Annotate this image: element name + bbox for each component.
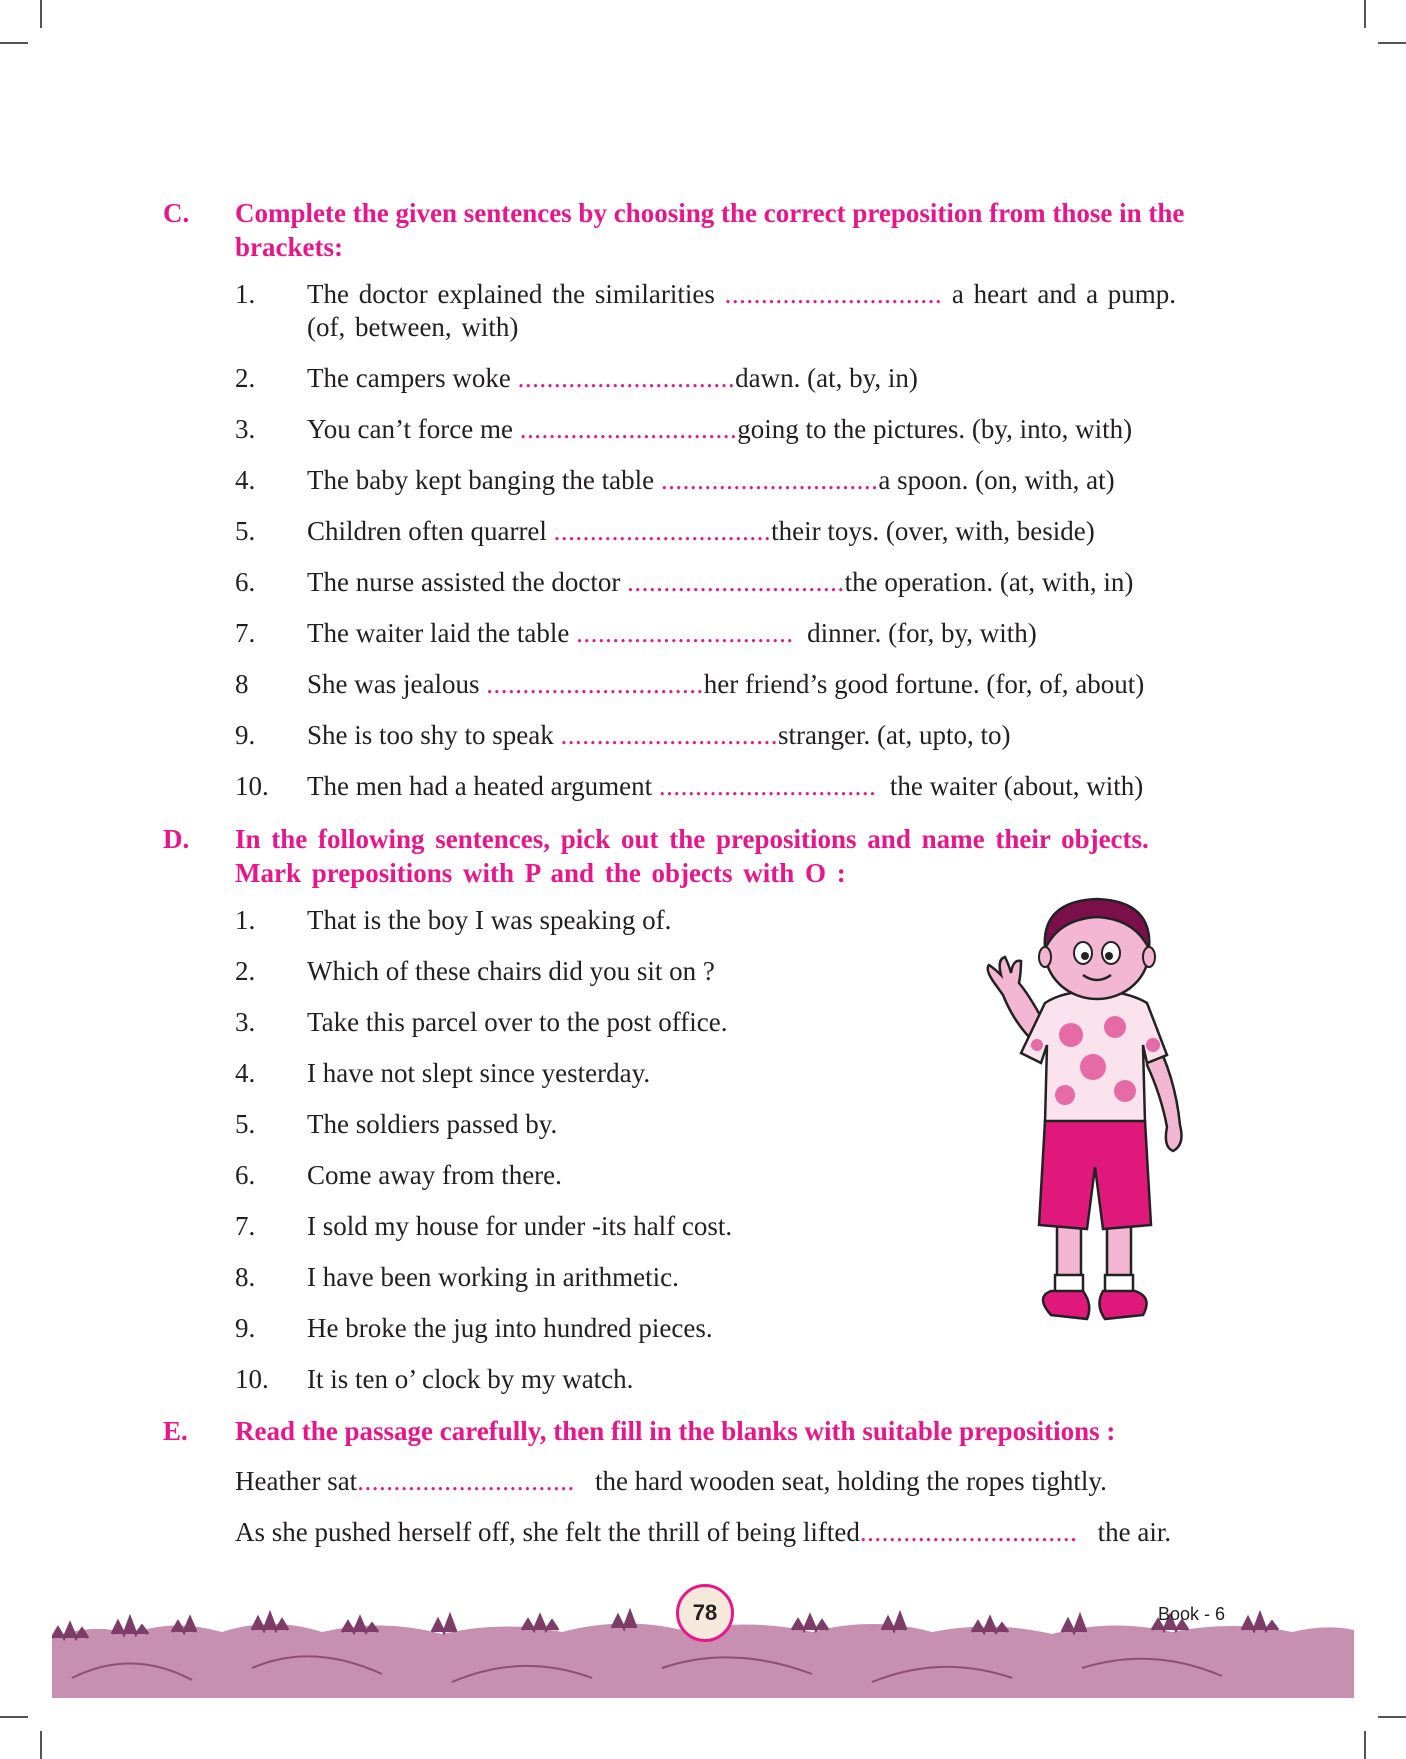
- section-heading-text: Read the passage carefully, then fill in the blanks with suitable prepositions :: [235, 1416, 1116, 1446]
- item-number: 8.: [235, 1262, 256, 1292]
- item-text: [307, 617, 1037, 650]
- item-text: [307, 515, 1095, 548]
- item-text: I have not slept since yesterday.: [307, 1058, 651, 1088]
- item-number: 4.: [235, 465, 256, 495]
- item-text: [307, 566, 1133, 599]
- answer-blank[interactable]: ..............................: [658, 771, 877, 801]
- sentence-end: a spoon. (on, with, at): [878, 465, 1115, 495]
- sentence-start: The nurse assisted the doctor: [307, 567, 621, 597]
- item-text: Take this parcel over to the post office.: [307, 1007, 728, 1037]
- item-text: [307, 719, 1010, 752]
- sentence-start: You can’t force me: [307, 414, 513, 444]
- answer-blank[interactable]: ..............................: [357, 1466, 575, 1496]
- page-number-badge: [676, 1584, 734, 1642]
- item-number: 10.: [235, 1364, 269, 1394]
- item-text: [307, 668, 1144, 701]
- item-text: [307, 362, 918, 395]
- answer-blank[interactable]: ..............................: [627, 567, 845, 597]
- answer-blank[interactable]: ..............................: [660, 465, 879, 495]
- item-text: He broke the jug into hundred pieces.: [307, 1313, 713, 1343]
- sentence-start: The campers woke: [307, 363, 511, 393]
- shorts: [1039, 1121, 1151, 1229]
- left-shoe: [1043, 1291, 1089, 1319]
- options: (of, between, with): [307, 312, 519, 342]
- sentence-start: The baby kept banging the table: [307, 465, 655, 495]
- item-number: 10.: [235, 771, 269, 801]
- heading-line: Mark prepositions with P and the objects with O :: [235, 858, 846, 888]
- section-c-heading: [163, 196, 1248, 268]
- sentence-start: She is too shy to speak: [307, 720, 554, 750]
- item-text: Which of these chairs did you sit on ?: [307, 956, 715, 986]
- sentence-end: her friend’s good fortune. (for, of, about): [703, 669, 1145, 699]
- item-number: 3.: [235, 414, 256, 444]
- section-heading-text: Complete the given sentences by choosing the correct preposition from those in the brackets:: [235, 198, 1185, 262]
- item-number: 6.: [235, 1160, 256, 1190]
- right-pupil: [1105, 952, 1113, 960]
- item-number: 7.: [235, 618, 256, 648]
- list-item: [163, 617, 1248, 668]
- item-number: 9.: [235, 1313, 256, 1343]
- sentence-start: Heather sat: [235, 1466, 358, 1496]
- item-number: 8: [235, 669, 249, 699]
- item-number: 6.: [235, 567, 256, 597]
- crop-mark: [1378, 1716, 1406, 1718]
- sentence-start: She was jealous: [307, 669, 480, 699]
- right-ear: [1143, 947, 1155, 967]
- passage-line: [235, 1465, 1248, 1516]
- sentence-end: stranger. (at, upto, to): [778, 720, 1011, 750]
- boy-illustration: [975, 895, 1225, 1330]
- sentence-start: The men had a heated argument: [307, 771, 653, 801]
- item-number: 1.: [235, 905, 256, 935]
- section-letter: C.: [163, 198, 190, 228]
- item-text: I have been working in arithmetic.: [307, 1262, 679, 1292]
- crop-mark: [1364, 0, 1366, 28]
- answer-blank[interactable]: ..............................: [519, 414, 738, 444]
- item-number: 4.: [235, 1058, 256, 1088]
- list-item: [163, 668, 1248, 719]
- crop-mark: [40, 0, 42, 28]
- answer-blank[interactable]: ..............................: [724, 279, 943, 309]
- list-item: [163, 362, 1248, 413]
- item-number: 5.: [235, 1109, 256, 1139]
- sentence-end: the waiter (about, with): [889, 771, 1144, 801]
- list-item: [163, 770, 1248, 821]
- shirt-flower: [1104, 1016, 1126, 1038]
- sentence-start: As she pushed herself off, she felt the thrill of being lifted: [235, 1517, 860, 1547]
- answer-blank[interactable]: ..............................: [576, 618, 794, 648]
- heading-line: In the following sentences, pick out the prepositions and name their objects.: [235, 824, 1149, 854]
- sentence-end: going to the pictures. (by, into, with): [737, 414, 1133, 444]
- item-number: 2.: [235, 363, 256, 393]
- crop-mark: [1364, 1731, 1366, 1759]
- sentence-end: dawn. (at, by, in): [735, 363, 918, 393]
- page-number: 78: [692, 1600, 718, 1625]
- crop-mark: [1378, 42, 1406, 44]
- item-text: Come away from there.: [307, 1160, 562, 1190]
- sentence-end: the hard wooden seat, holding the ropes tightly.: [594, 1466, 1107, 1496]
- list-item: [163, 719, 1248, 770]
- item-number: 2.: [235, 956, 256, 986]
- answer-blank[interactable]: ..............................: [517, 363, 736, 393]
- section-heading-text: [235, 822, 1248, 890]
- right-shoe: [1099, 1291, 1146, 1319]
- section-d-heading: [163, 822, 1248, 894]
- item-number: 3.: [235, 1007, 256, 1037]
- sentence-end: dinner. (for, by, with): [807, 618, 1037, 648]
- list-item: [163, 566, 1248, 617]
- item-number: 5.: [235, 516, 256, 546]
- list-item: [163, 413, 1248, 464]
- item-text: It is ten o’ clock by my watch.: [307, 1364, 634, 1394]
- list-item: [163, 464, 1248, 515]
- item-text: The soldiers passed by.: [307, 1109, 558, 1139]
- crop-mark: [0, 42, 28, 44]
- sentence-end: the air.: [1097, 1517, 1172, 1547]
- shirt-flower: [1114, 1080, 1136, 1102]
- passage-line: [235, 1516, 1248, 1567]
- item-number: 9.: [235, 720, 256, 750]
- section-e: [163, 1414, 1248, 1567]
- answer-blank[interactable]: ..............................: [486, 669, 704, 699]
- sentence-end: a heart and a pump.: [951, 279, 1177, 309]
- list-item: [163, 278, 1248, 362]
- section-letter: E.: [163, 1416, 188, 1446]
- item-number: 7.: [235, 1211, 256, 1241]
- shirt-flower: [1146, 1038, 1160, 1052]
- crop-mark: [40, 1731, 42, 1759]
- item-text: That is the boy I was speaking of.: [307, 905, 672, 935]
- shirt-flower: [1059, 1023, 1083, 1047]
- sentence-start: Children often quarrel: [307, 516, 547, 546]
- book-label: Book - 6: [1158, 1604, 1226, 1624]
- answer-blank[interactable]: ..............................: [560, 720, 778, 750]
- sentence-end: the operation. (at, with, in): [844, 567, 1134, 597]
- item-number: 1.: [235, 279, 256, 309]
- answer-blank[interactable]: ..............................: [553, 516, 772, 546]
- item-text: [307, 278, 1247, 344]
- section-e-heading: [163, 1414, 1248, 1465]
- shirt-flower: [1031, 1039, 1043, 1051]
- sentence-start: The waiter laid the table: [307, 618, 570, 648]
- list-item: [163, 1363, 1248, 1414]
- left-pupil: [1081, 952, 1089, 960]
- section-c: [163, 196, 1248, 821]
- sentence-start: The doctor explained the similarities: [307, 279, 715, 309]
- item-text: I sold my house for under -its half cost.: [307, 1211, 733, 1241]
- left-ear: [1039, 947, 1051, 967]
- item-text: [307, 770, 1143, 803]
- section-letter: D.: [163, 824, 190, 854]
- list-item: [163, 515, 1248, 566]
- answer-blank[interactable]: ..............................: [859, 1517, 1078, 1547]
- item-text: [307, 464, 1115, 497]
- shirt-flower: [1055, 1085, 1075, 1105]
- shirt-flower: [1080, 1054, 1106, 1080]
- item-text: [307, 413, 1132, 446]
- sentence-end: their toys. (over, with, beside): [771, 516, 1095, 546]
- crop-mark: [0, 1716, 28, 1718]
